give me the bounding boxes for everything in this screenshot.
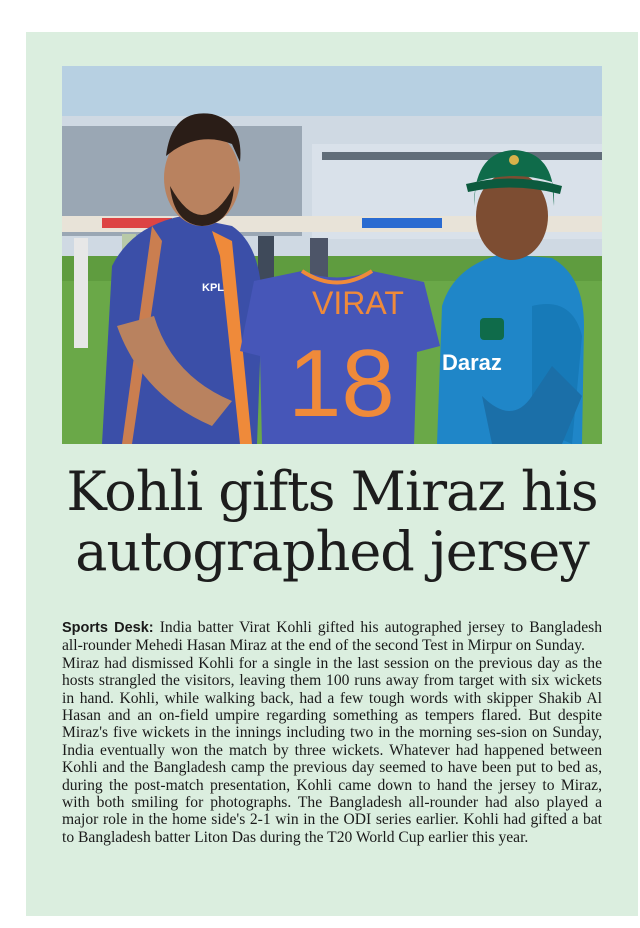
advert-blue	[362, 218, 442, 228]
news-photo	[62, 66, 602, 444]
article-body	[62, 619, 602, 846]
jersey-name: VIRAT	[312, 285, 404, 321]
bystander	[74, 238, 88, 348]
intro-text: India batter Virat Kohli gifted his autographed jersey to Bangladesh all-rounder Mehedi Hasan Miraz at the end of the second Test in Mirpur on Sunday.	[62, 619, 602, 655]
autographed-jersey	[240, 271, 440, 444]
byline-lede: Sports Desk:	[62, 620, 154, 636]
headline: Kohli gifts Miraz his autographed jersey	[66, 460, 598, 583]
jersey-number: 18	[288, 330, 395, 437]
cap-badge	[509, 155, 519, 165]
photo-illustration	[62, 66, 602, 444]
team-crest	[480, 318, 504, 340]
article-main-paragraph: Miraz had dismissed Kohli for a single in the last session on the previous day as the hosts strangled the visitors, leaving them 100 runs away from target with six wickets in hand. Kohli, while walking back, had a few tough words with skipper Shakib Al Hasan and an on-field umpire regarding something as tempers flared. But despite Miraz's five wickets in the innings including two in the morning ses-sion on Sunday, India eventually won the match by three wickets. Whatever had happened between Kohli and the Bangladesh camp the previous day seemed to have been put to bed as, during the post-match presentation, Kohli came down to hand the jersey to Miraz, with both smiling for photographs. The Bangladesh all-rounder had also played a major role in the home side's 2-1 win in the ODI series earlier. Kohli had gifted a bat to Bangladesh batter Liton Das during the T20 World Cup earlier this year.	[62, 654, 602, 846]
jersey-sponsor-left: KPL	[202, 282, 224, 294]
jersey-sponsor-right: Daraz	[442, 350, 502, 375]
article-intro-paragraph	[62, 619, 602, 655]
stand-roof	[322, 152, 602, 160]
